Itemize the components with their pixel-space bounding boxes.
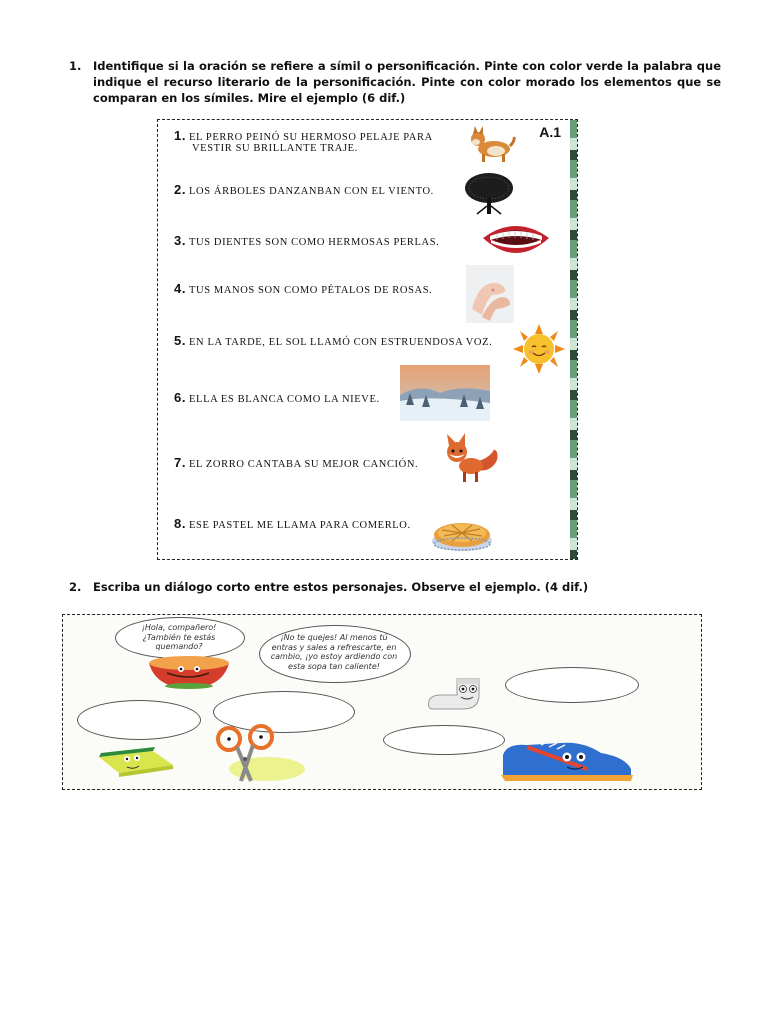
sock-icon: [427, 677, 495, 713]
worksheet-tag: A.1: [539, 124, 561, 140]
speech-bubble-text-2: ¡No te quejes! Al menos tú entras y sales a refrescarte, en cambio, ¡yo estoy ardiendo con esta sopa tan caliente!: [270, 633, 398, 671]
list-item: [174, 390, 380, 405]
list-item: [174, 281, 432, 296]
empty-speech-bubble[interactable]: [77, 700, 201, 740]
item-text-line2: VESTIR SU BRILLANTE TRAJE.: [192, 143, 358, 154]
item-text: TUS DIENTES SON COMO HERMOSAS PERLAS.: [189, 237, 440, 248]
list-item: [174, 233, 439, 248]
teeth-icon: [481, 220, 551, 264]
empty-speech-bubble[interactable]: [505, 667, 639, 703]
list-item: [174, 182, 434, 197]
list-item: [174, 455, 418, 470]
sponge-icon: [93, 743, 177, 777]
empty-speech-bubble[interactable]: [383, 725, 505, 755]
item-number: 3.: [174, 233, 187, 248]
decorative-border: [570, 120, 577, 559]
sneaker-icon: [497, 735, 637, 785]
question-1-text: Identifique si la oración se refiere a símil o personificación. Pinte con color verde la palabra que indique el recurso literario de la personificación. Pinte con color morado los elementos que se comparan en los símiles. Mire el ejemplo (6 dif.): [93, 59, 721, 105]
tree-icon: [463, 170, 515, 216]
item-number: 7.: [174, 455, 187, 470]
item-number: 5.: [174, 333, 187, 348]
item-text: EL PERRO PEINÓ SU HERMOSO PELAJE PARA: [189, 132, 433, 143]
item-number: 6.: [174, 390, 187, 405]
hands-icon: [466, 265, 514, 323]
item-text: TUS MANOS SON COMO PÉTALOS DE ROSAS.: [189, 285, 433, 296]
item-text: ELLA ES BLANCA COMO LA NIEVE.: [189, 394, 380, 405]
soup-bowl-icon: [143, 651, 235, 691]
scissors-icon: [207, 723, 307, 785]
list-item: [174, 333, 492, 348]
question-2-number: 2.: [69, 580, 82, 594]
item-text: ESE PASTEL ME LLAMA PARA COMERLO.: [189, 520, 411, 531]
dog-icon: [466, 125, 516, 165]
item-text: EL ZORRO CANTABA SU MEJOR CANCIÓN.: [189, 459, 419, 470]
question-1-number: 1.: [69, 59, 82, 73]
sun-icon: [511, 324, 567, 374]
item-text: EN LA TARDE, EL SOL LLAMÓ CON ESTRUENDOSA VOZ.: [189, 337, 493, 348]
fox-icon: [443, 432, 505, 484]
pie-icon: [430, 515, 494, 555]
item-number: 1.: [174, 128, 187, 143]
list-item: [174, 128, 433, 154]
item-number: 4.: [174, 281, 187, 296]
question-2-text: Escriba un diálogo corto entre estos personajes. Observe el ejemplo. (4 dif.): [93, 580, 589, 594]
item-number: 8.: [174, 516, 187, 531]
speech-bubble-text-1: ¡Hola, compañero! ¿También te estás quemando?: [141, 623, 217, 651]
dialogue-box: [62, 614, 702, 790]
item-number: 2.: [174, 182, 187, 197]
list-item: [174, 516, 411, 531]
item-text: LOS ÁRBOLES DANZANBAN CON EL VIENTO.: [189, 186, 434, 197]
snow-landscape-icon: [400, 365, 490, 421]
